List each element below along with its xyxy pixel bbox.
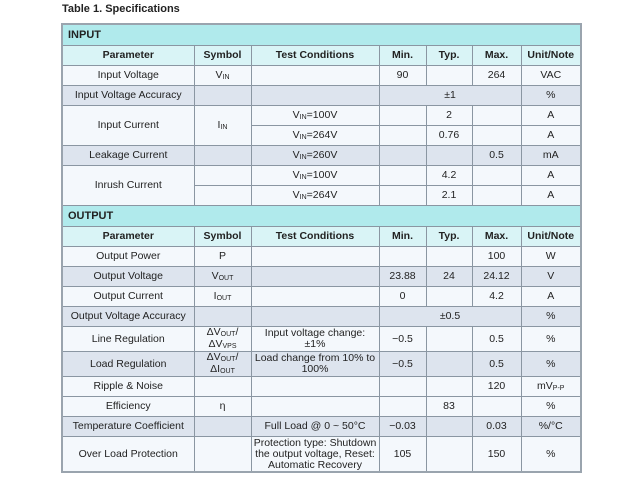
section-title: INPUT bbox=[62, 24, 581, 46]
table-cell bbox=[251, 66, 379, 86]
text: =264V bbox=[306, 128, 338, 141]
table-cell bbox=[251, 186, 379, 206]
table-cell bbox=[379, 106, 426, 126]
table-cell: 105 bbox=[379, 437, 426, 473]
column-header-test-conditions: Test Conditions bbox=[251, 227, 379, 247]
table-cell bbox=[194, 86, 251, 106]
table-cell bbox=[472, 397, 521, 417]
table-row bbox=[62, 352, 581, 377]
table-cell bbox=[194, 186, 251, 206]
table-cell: 150 bbox=[472, 437, 521, 473]
subscript: OUT bbox=[220, 331, 236, 338]
column-header-max: Max. bbox=[472, 46, 521, 66]
table-cell: Input Voltage bbox=[62, 66, 194, 86]
table-cell: A bbox=[521, 186, 581, 206]
column-header-min: Min. bbox=[379, 46, 426, 66]
table-row bbox=[62, 417, 581, 437]
table-cell: Input Current bbox=[62, 106, 194, 146]
table-cell bbox=[194, 352, 251, 377]
table-row bbox=[62, 437, 581, 473]
column-header-symbol: Symbol bbox=[194, 46, 251, 66]
section-header-input bbox=[62, 24, 581, 46]
text: =100V bbox=[306, 168, 338, 181]
table-cell: Input voltage change: ±1% bbox=[251, 327, 379, 352]
text: /ΔV bbox=[208, 326, 239, 350]
table-cell bbox=[194, 437, 251, 473]
table-cell bbox=[426, 66, 472, 86]
table-cell: 23.88 bbox=[379, 267, 426, 287]
table-cell: %/°C bbox=[521, 417, 581, 437]
table-cell: % bbox=[521, 437, 581, 473]
table-cell bbox=[426, 287, 472, 307]
table-cell: A bbox=[521, 287, 581, 307]
table-cell: 0.76 bbox=[426, 126, 472, 146]
table-row bbox=[62, 86, 581, 106]
table-cell bbox=[379, 166, 426, 186]
table-cell bbox=[251, 397, 379, 417]
specifications-table bbox=[61, 23, 582, 473]
table-cell: 120 bbox=[472, 377, 521, 397]
table-cell bbox=[472, 106, 521, 126]
text: /ΔI bbox=[210, 351, 239, 375]
table-cell bbox=[194, 417, 251, 437]
table-cell: % bbox=[521, 352, 581, 377]
table-cell bbox=[251, 166, 379, 186]
subscript: IN bbox=[299, 173, 307, 181]
table-cell bbox=[194, 377, 251, 397]
table-cell bbox=[194, 287, 251, 307]
subscript: IN bbox=[299, 193, 307, 201]
table-cell bbox=[194, 66, 251, 86]
table-cell: % bbox=[521, 86, 581, 106]
table-cell: 24 bbox=[426, 267, 472, 287]
table-cell: 0.5 bbox=[472, 352, 521, 377]
table-cell: 0.03 bbox=[472, 417, 521, 437]
table-cell: Output Voltage bbox=[62, 267, 194, 287]
table-cell: V bbox=[521, 267, 581, 287]
table-cell bbox=[379, 186, 426, 206]
column-header-max: Max. bbox=[472, 227, 521, 247]
table-cell: −0.5 bbox=[379, 352, 426, 377]
table-cell bbox=[194, 106, 251, 146]
table-row bbox=[62, 327, 581, 352]
table-cell: VAC bbox=[521, 66, 581, 86]
table-cell: 0.5 bbox=[472, 327, 521, 352]
table-cell: 90 bbox=[379, 66, 426, 86]
table-cell bbox=[251, 126, 379, 146]
table-cell bbox=[194, 146, 251, 166]
subscript: OUT bbox=[216, 294, 232, 302]
subscript: IN bbox=[222, 73, 230, 81]
table-cell bbox=[251, 106, 379, 126]
table-cell: 0.5 bbox=[472, 146, 521, 166]
table-cell bbox=[194, 166, 251, 186]
table-row bbox=[62, 106, 581, 126]
table-cell: Protection type: Shutdown the output voltage, Reset: Automatic Recovery bbox=[251, 437, 379, 473]
table-cell bbox=[194, 267, 251, 287]
table-row bbox=[62, 166, 581, 186]
table-cell bbox=[379, 377, 426, 397]
table-cell: Full Load @ 0 ~ 50°C bbox=[251, 417, 379, 437]
column-header-typ: Typ. bbox=[426, 46, 472, 66]
table-row bbox=[62, 287, 581, 307]
table-cell: 83 bbox=[426, 397, 472, 417]
text: =264V bbox=[306, 188, 338, 201]
table-row bbox=[62, 397, 581, 417]
table-cell: A bbox=[521, 166, 581, 186]
table-cell: 4.2 bbox=[472, 287, 521, 307]
column-header-parameter: Parameter bbox=[62, 46, 194, 66]
table-cell: W bbox=[521, 247, 581, 267]
column-header-test-conditions: Test Conditions bbox=[251, 46, 379, 66]
column-header-min: Min. bbox=[379, 227, 426, 247]
text: ΔV bbox=[206, 351, 221, 363]
table-cell bbox=[194, 307, 251, 327]
column-header-symbol: Symbol bbox=[194, 227, 251, 247]
table-row bbox=[62, 267, 581, 287]
column-header-typ: Typ. bbox=[426, 227, 472, 247]
table-cell: 2.1 bbox=[426, 186, 472, 206]
table-cell: Line Regulation bbox=[62, 327, 194, 352]
table-cell bbox=[472, 166, 521, 186]
column-header-unit: Unit/Note bbox=[521, 227, 581, 247]
table-cell: Ripple & Noise bbox=[62, 377, 194, 397]
text: ΔV bbox=[206, 326, 221, 338]
table-cell bbox=[194, 327, 251, 352]
table-cell: A bbox=[521, 106, 581, 126]
table-cell: 100 bbox=[472, 247, 521, 267]
table-cell: ±0.5 bbox=[379, 307, 521, 327]
table-cell bbox=[251, 307, 379, 327]
text: =260V bbox=[306, 148, 338, 161]
table-cell: Output Power bbox=[62, 247, 194, 267]
column-header-unit: Unit/Note bbox=[521, 46, 581, 66]
table-row bbox=[62, 146, 581, 166]
text: I bbox=[217, 118, 221, 131]
column-header-parameter: Parameter bbox=[62, 227, 194, 247]
text: V bbox=[292, 108, 300, 121]
table-cell: Efficiency bbox=[62, 397, 194, 417]
text: V bbox=[292, 188, 300, 201]
table-cell: Inrush Current bbox=[62, 166, 194, 206]
subscript: P-P bbox=[552, 384, 565, 392]
text: =100V bbox=[306, 108, 338, 121]
subscript: OUT bbox=[218, 274, 234, 282]
table-cell bbox=[251, 146, 379, 166]
table-cell: η bbox=[194, 397, 251, 417]
table-cell bbox=[251, 267, 379, 287]
table-cell: mA bbox=[521, 146, 581, 166]
text: V bbox=[292, 148, 300, 161]
table-cell: 24.12 bbox=[472, 267, 521, 287]
section-title: OUTPUT bbox=[62, 206, 581, 227]
table-caption: Table 1. Specifications bbox=[62, 3, 180, 15]
table-cell: % bbox=[521, 397, 581, 417]
text: V bbox=[292, 168, 300, 181]
table-cell: −0.03 bbox=[379, 417, 426, 437]
table-cell bbox=[426, 146, 472, 166]
column-header-row bbox=[62, 227, 581, 247]
table-cell: Load Regulation bbox=[62, 352, 194, 377]
table-cell: ±1 bbox=[379, 86, 521, 106]
table-cell: Leakage Current bbox=[62, 146, 194, 166]
subscript: OUT bbox=[220, 356, 236, 363]
table-cell: 264 bbox=[472, 66, 521, 86]
table-row bbox=[62, 307, 581, 327]
table-cell bbox=[379, 247, 426, 267]
table-cell: % bbox=[521, 327, 581, 352]
section-header-output bbox=[62, 206, 581, 227]
table-cell bbox=[251, 377, 379, 397]
table-cell bbox=[426, 437, 472, 473]
table-cell: A bbox=[521, 126, 581, 146]
table-cell bbox=[379, 146, 426, 166]
table-cell bbox=[521, 377, 581, 397]
subscript: IN bbox=[220, 123, 228, 131]
subscript: IN bbox=[299, 133, 307, 141]
table-row bbox=[62, 247, 581, 267]
table-cell bbox=[426, 377, 472, 397]
table-cell bbox=[426, 247, 472, 267]
text: mV bbox=[537, 379, 553, 392]
table-cell: 0 bbox=[379, 287, 426, 307]
table-cell bbox=[251, 287, 379, 307]
table-cell bbox=[379, 397, 426, 417]
table-cell: 2 bbox=[426, 106, 472, 126]
subscript: IN bbox=[299, 153, 307, 161]
subscript: VPS bbox=[222, 343, 237, 350]
text: V bbox=[292, 128, 300, 141]
table-cell: Output Voltage Accuracy bbox=[62, 307, 194, 327]
table-cell: % bbox=[521, 307, 581, 327]
table-cell: P bbox=[194, 247, 251, 267]
column-header-row bbox=[62, 46, 581, 66]
text: V bbox=[215, 68, 223, 81]
subscript: OUT bbox=[220, 368, 235, 375]
table-cell: −0.5 bbox=[379, 327, 426, 352]
subscript: IN bbox=[299, 113, 307, 121]
table-cell bbox=[472, 186, 521, 206]
table-cell: Load change from 10% to 100% bbox=[251, 352, 379, 377]
table-row bbox=[62, 66, 581, 86]
table-cell: Input Voltage Accuracy bbox=[62, 86, 194, 106]
table-row bbox=[62, 377, 581, 397]
table-cell: Output Current bbox=[62, 287, 194, 307]
text: I bbox=[213, 289, 217, 302]
table-cell bbox=[379, 126, 426, 146]
table-cell bbox=[472, 126, 521, 146]
table-cell bbox=[426, 352, 472, 377]
table-cell bbox=[251, 247, 379, 267]
table-cell bbox=[426, 327, 472, 352]
table-cell: Temperature Coefficient bbox=[62, 417, 194, 437]
text: V bbox=[211, 269, 219, 282]
table-cell: 4.2 bbox=[426, 166, 472, 186]
table-cell bbox=[251, 86, 379, 106]
table-cell bbox=[426, 417, 472, 437]
table-cell: Over Load Protection bbox=[62, 437, 194, 473]
